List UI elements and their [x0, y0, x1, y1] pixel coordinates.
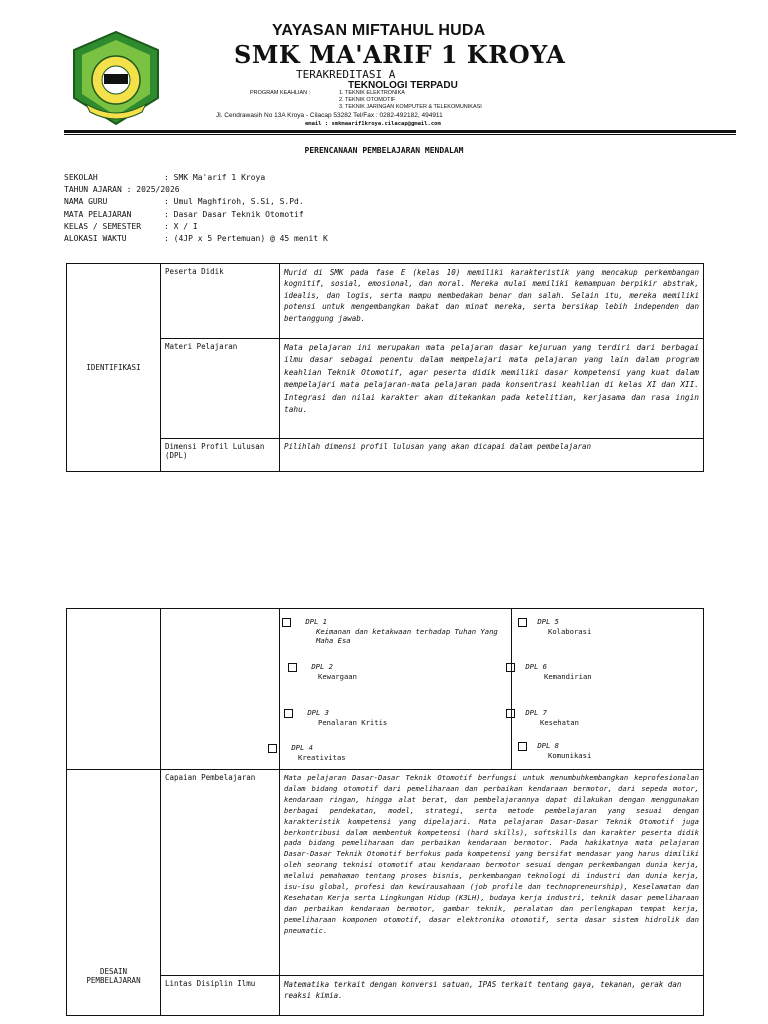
- row-content: Mata pelajaran Dasar-Dasar Teknik Otomotif berfungsi untuk menumbuhkembangkan keprofesionalan dalam bidang otomotif dari pemeliharaan dan perbaikan kendaraan bermotor, dari sepeda motor, kendaraan ringan, hingga alat berat, dan pembelajarannya dapat dilakukan dengan menggunakan berbagai pendekatan, model, strategi, serta metode pembelajaran yang sesuai dengan karakteristik kompetensi yang dipelajari. Mata pelajaran Dasar-Dasar Teknik Otomotif juga berkontribusi dalam membentuk kompetensi (hard skills), softskills dan karakter peserta didik pada bidang pemeliharaan dan perbaikan kendaraan bermotor. Pada hakikatnya mata pelajaran Dasar-Dasar Teknik Otomotif berfokus pada kompetensi yang bersifat mendasar yang harus dimiliki oleh seorang teknisi otomotif atau kendaraan bermotor sesuai dengan perkembangan dunia kerja, melalui pemahaman tentang proses bisnis, perkembangan teknologi di industri dan dunia kerja, isu-isu global, profesi dan kewirausahaan (job profile dan technopreneurship), Keselamatan dan Kesehatan Kerja serta Lingkungan Hidup (K3LH), budaya kerja industri, teknik dasar pemeliharaan dan perbaikan kendaraan bermotor, gambar teknik, peralatan dan perlengkapan tempat kerja, pemeliharaan komponen otomotif, dasar elektronika otomotif, serta dasar sistem hidrolik dan pneumatic.: [280, 770, 704, 976]
- info-row: [64, 221, 328, 233]
- info-label: TAHUN AJARAN : 2025/2026: [64, 185, 180, 195]
- dpl-option[interactable]: [506, 662, 592, 681]
- school-name: SMK MA'ARIF 1 KROYA: [234, 40, 566, 69]
- dpl-code: DPL 3: [307, 708, 329, 717]
- checkbox-icon[interactable]: [518, 618, 527, 627]
- section-identifikasi: IDENTIFIKASI: [67, 264, 161, 472]
- info-label: SEKOLAH: [64, 173, 98, 182]
- dpl-name: Penalaran Kritis: [318, 717, 388, 727]
- dpl-name: Kesehatan: [540, 717, 579, 727]
- empty-cell: [161, 609, 280, 770]
- program-label: PROGRAM KEAHLIAN :: [250, 90, 311, 96]
- checkbox-icon[interactable]: [518, 742, 527, 751]
- dpl-option[interactable]: [518, 617, 591, 636]
- info-value: : X / I: [164, 221, 198, 231]
- identifikasi-table: [66, 263, 704, 472]
- dpl-name: Kemandirian: [544, 671, 592, 681]
- info-label: NAMA GURU: [64, 197, 108, 207]
- checkbox-icon[interactable]: [268, 744, 277, 753]
- info-value: : Umul Maghfiroh, S.Si, S.Pd.: [164, 197, 304, 207]
- dpl-code: DPL 2: [311, 662, 333, 671]
- program-list: [339, 90, 482, 111]
- section-desain: DESAIN PEMBELAJARAN: [67, 770, 161, 1016]
- checkbox-icon[interactable]: [506, 663, 515, 672]
- dpl-column-right: [512, 609, 704, 770]
- accreditation: TERAKREDITASI A: [296, 68, 396, 81]
- dpl-option[interactable]: [284, 708, 387, 727]
- program-item: 1. TEKNIK ELEKTRONIKA: [339, 90, 405, 96]
- school-address: Jl. Cendrawasih No 13A Kroya - Cilacap 53282 Tel/Fax : 0282-492182, 494911: [216, 112, 443, 119]
- info-label: KELAS / SEMESTER: [64, 221, 142, 231]
- row-content: Mata pelajaran ini merupakan mata pelajaran dasar kejuruan yang terdiri dari berbagai ilmu dasar sebagai penentu dalam mempelajari mata pelajaran yang lain dalam program keahlian Teknik Otomotif, agar peserta didik memiliki dasar kompetensi yang kuat dalam mempelajari mata pelajaran-mata pelajaran pada konsentrasi keahlian di kelas XI dan XII. Integrasi dan nilai karakter akan ditekankan pada ketelitian, kerjasama dan rasa ingin tahu.: [280, 339, 704, 439]
- school-logo: [68, 30, 164, 126]
- info-label: MATA PELAJARAN: [64, 209, 132, 219]
- school-email: email : smkmaarif1kroya.cilacap@gmail.com: [305, 121, 441, 127]
- desain-table: [66, 608, 704, 1016]
- document-title: PERENCANAAN PEMBELAJARAN MENDALAM: [304, 146, 464, 155]
- empty-cell: [67, 609, 161, 770]
- dpl-option[interactable]: [282, 617, 516, 645]
- dpl-code: DPL 6: [525, 662, 547, 671]
- info-value: : (4JP x 5 Pertemuan) @ 45 menit K: [164, 234, 328, 244]
- checkbox-icon[interactable]: [284, 709, 293, 718]
- dpl-code: DPL 7: [525, 708, 547, 717]
- row-content: Matematika terkait dengan konversi satuan, IPAS terkait tentang gaya, tekanan, gerak dan reaksi kimia.: [280, 976, 704, 1016]
- checkbox-icon[interactable]: [282, 618, 291, 627]
- dpl-code: DPL 4: [291, 743, 313, 752]
- info-row: [64, 184, 328, 196]
- checkbox-icon[interactable]: [506, 709, 515, 718]
- dpl-name: Kewargaan: [318, 671, 357, 681]
- dpl-code: DPL 1: [305, 617, 327, 626]
- info-row: [64, 172, 328, 184]
- row-label: Dimensi Profil Lulusan (DPL): [161, 439, 280, 472]
- checkbox-icon[interactable]: [288, 663, 297, 672]
- info-label: ALOKASI WAKTU: [64, 234, 127, 244]
- dpl-option[interactable]: [506, 708, 579, 727]
- info-value: : SMK Ma'arif 1 Kroya: [164, 173, 266, 182]
- info-row: [64, 196, 328, 208]
- program-item: 2. TEKNIK OTOMOTIF: [339, 97, 396, 103]
- dpl-name: Kolaborasi: [548, 626, 592, 636]
- row-content: Pilihlah dimensi profil lulusan yang akan dicapai dalam pembelajaran: [280, 439, 704, 472]
- dpl-code: DPL 8: [537, 741, 559, 750]
- row-label: Peserta Didik: [161, 264, 280, 339]
- dpl-option[interactable]: [268, 743, 346, 762]
- row-label: Materi Pelajaran: [161, 339, 280, 439]
- dpl-code: DPL 5: [537, 617, 559, 626]
- header-divider-thin: [64, 134, 736, 135]
- header-divider: [64, 130, 736, 133]
- dpl-name: Kreativitas: [298, 752, 346, 762]
- row-label: Lintas Disiplin Ilmu: [161, 976, 280, 1016]
- info-value: : Dasar Dasar Teknik Otomotif: [164, 209, 304, 219]
- dpl-option[interactable]: [518, 741, 591, 760]
- info-row: [64, 233, 328, 245]
- program-item: 3. TEKNIK JARINGAN KOMPUTER & TELEKOMUNIKASI: [339, 104, 482, 110]
- dpl-name: Komunikasi: [548, 750, 592, 760]
- tagline: TEKNOLOGI TERPADU: [348, 80, 458, 91]
- yayasan-name: YAYASAN MIFTAHUL HUDA: [272, 22, 486, 39]
- dpl-option[interactable]: [288, 662, 357, 681]
- row-content: Murid di SMK pada fase E (kelas 10) memiliki karakteristik yang mencakup perkembangan kognitif, sosial, emosional, dan moral. Mereka mulai memiliki kemampuan berpikir abstrak, idealis, dan logis, serta mampu membedakan benar dan salah. Selain itu, mereka memiliki potensi untuk mengembangkan bakat dan minat mereka, serta bersikap lebih independen dan bertanggung jawab.: [280, 264, 704, 339]
- row-label: Capaian Pembelajaran: [161, 770, 280, 976]
- dpl-column-left: [280, 609, 512, 770]
- info-row: [64, 209, 328, 221]
- dpl-name: Keimanan dan ketakwaan terhadap Tuhan Yang Maha Esa: [316, 626, 498, 645]
- document-info: [64, 172, 328, 245]
